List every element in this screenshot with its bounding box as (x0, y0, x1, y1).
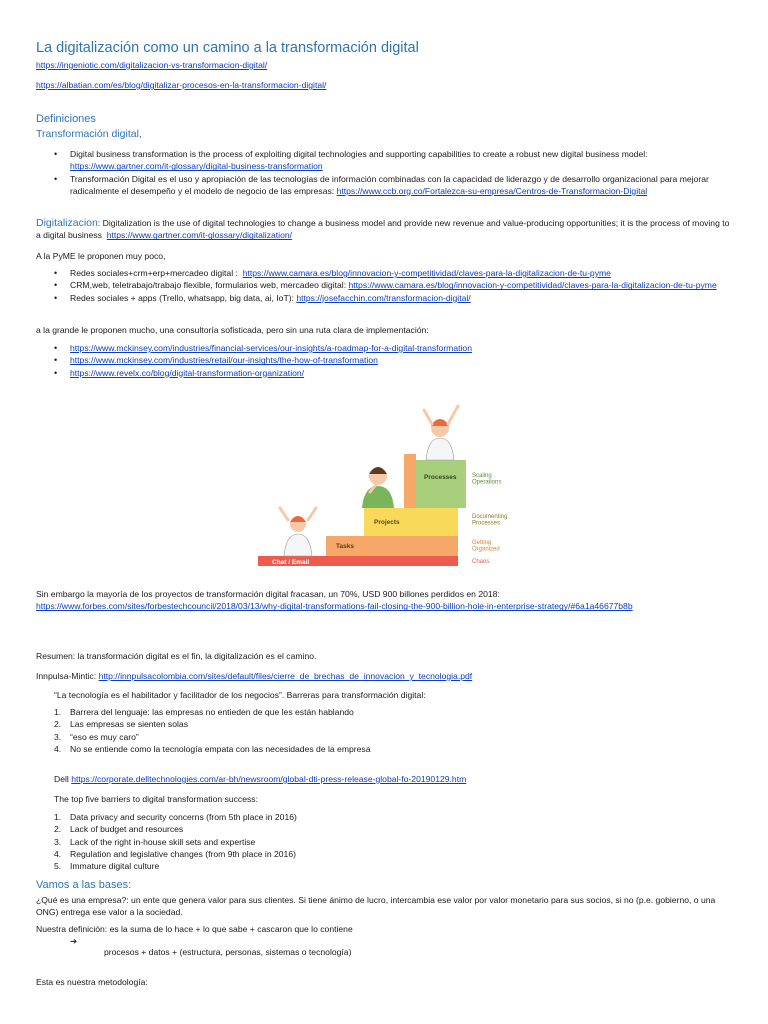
person-stressed (280, 508, 316, 556)
top-five-list (36, 811, 676, 872)
dell-line: Dell https://corporate.delltechnologies.com/ar-bh/newsroom/global-dti-press-release-global-fo-20190129.htm (54, 774, 467, 784)
innpulsa-line: Innpulsa-Mintic: http://innpulsacolombia.com/sites/default/files/cierre_de_brechas_de_innovacion_y_tecnologia.pdf (36, 671, 473, 681)
list-item: 2. Lack of budget and resources (54, 824, 184, 835)
resumen-text: Resumen: la transformación digital es el fin, la digitalización es el camino. (36, 651, 317, 661)
list-item: 3. Lack of the right in-house skill sets and expertise (54, 836, 256, 847)
step-label-projects: Projects (374, 519, 400, 526)
list-item: • Transformación Digital es el uso y apropiación de las tecnologías de información combinadas con la capacidad de liderazgo y de desarrollo organizacional para mejorar radicalmente el desempeño y el modelo de negocio de las empresas: https://www.ccb.org.co/Fortalezca-su-empresa/Centros-de-Transformacion-Digital (36, 173, 742, 198)
side-label-scaling: Scaling Operations (472, 473, 502, 486)
barreras-list (36, 706, 676, 755)
side-label-documenting: Documenting Processes (472, 514, 508, 527)
digitalizacion-label: Digitalizacion (36, 217, 98, 229)
list-item: 4. No se entiende como la tecnología empata con las necesidades de la empresa (54, 743, 371, 754)
pyme-intro: A la PyME le proponen muy poco, (36, 251, 166, 261)
ingeniotic-link[interactable]: https://ingeniotic.com/digitalizacion-vs-transformacion-digital/ (36, 60, 268, 70)
gartner-dbt-link[interactable]: https://www.gartner.com/it-glossary/digital-business-transformation (70, 161, 323, 172)
innpulsa-link[interactable]: http://innpulsacolombia.com/sites/default/files/cierre_de_brechas_de_innovacion_y_tecnologia.pdf (98, 671, 473, 681)
list-item: 2. Las empresas se sienten solas (54, 719, 188, 730)
sin-embargo-paragraph: Sin embargo la mayoría de los proyectos de transformación digital fracasan, un 70%, USD 900 billones perdidos en 2018: https://www.forbes.com/sites/forbestechcouncil/2018/03/13/why-digital-transformations-fail-closing-the-900-billion-hole-in-enterprise-strategy/#6a1a46677b8b (36, 589, 633, 612)
albatian-link[interactable]: https://albatian.com/es/blog/digitalizar-procesos-en-la-transformacion-digital/ (36, 80, 327, 90)
arrow-icon: ➔ (70, 936, 78, 946)
document-title: La digitalización como un camino a la transformación digital (36, 40, 419, 56)
list-item: 1. Barrera del lenguaje: las empresas no entieden de que les están hablando (54, 707, 354, 717)
list-item (36, 354, 736, 366)
side-label-getting: Getting Organized (472, 540, 500, 553)
list-item: 3. “eso es muy caro” (54, 731, 139, 742)
list-item: • Digital business transformation is the process of exploiting digital technologies and supporting capabilities to create a robust new digital business model: https://www.gartner.com/it-glossary/digital-business-transformation (36, 148, 742, 173)
bases-heading: Vamos a las bases: (36, 879, 132, 891)
transformacion-subheading: Transformación digital, (36, 128, 142, 140)
staircase-illustration (250, 382, 550, 570)
dell-link[interactable]: https://corporate.delltechnologies.com/ar-bh/newsroom/global-dti-press-release-global-fo-20190129.htm (71, 774, 467, 784)
definiciones-list (36, 148, 742, 197)
pyme-list (36, 267, 736, 304)
bases-paragraph: ¿Qué es una empresa?: un ente que genera valor para sus clientes. Si tiene ánimo de lucro, intercambia ese valor por valor monetario para sus socios, si no (p.e. gobierno, o una ONG) entrega ese valor a la sociedad. (36, 895, 716, 918)
definicion-text: Nuestra definición: es la suma de lo hace + lo que sabe + cascaron que lo contiene (36, 924, 353, 934)
grande-list (36, 342, 736, 379)
top-five-intro: The top five barriers to digital transformation success: (54, 794, 258, 804)
metodologia-text: Esta es nuestra metodología: (36, 977, 148, 987)
quote-text: “La tecnología es el habilitador y facilitador de los negocios”. Barreras para transformación digital: (54, 690, 426, 700)
forbes-link[interactable]: https://www.forbes.com/sites/forbestechcouncil/2018/03/13/why-digital-transformations-fail-closing-the-900-billion-hole-in-enterprise-strategy/#6a1a46677b8b (36, 601, 633, 612)
list-item: • Redes sociales + apps (Trello, whatsapp, big data, ai, IoT): https://josefacchin.com/transformacion-digital/ (36, 292, 736, 304)
list-item: 5. Immature digital culture (54, 861, 160, 872)
grande-intro: a la grande le proponen mucho, una consultoría sofisticada, pero sin una ruta clara de implementación: (36, 325, 429, 335)
side-label-chaos: Chaos (472, 559, 490, 565)
mckinsey-retail-link[interactable]: https://www.mckinsey.com/industries/retail/our-insights/the-how-of-transformation (70, 355, 378, 366)
digitalizacion-paragraph: Digitalizacion: Digitalization is the use of digital technologies to change a business model and provide new revenue and value-producing opportunities; it is the process of moving to a digital business https://www.gartner.com/it-glossary/digitalization/ (36, 217, 730, 241)
revelx-link[interactable]: https://www.revelx.co/blog/digital-transformation-organization/ (70, 367, 305, 378)
list-item: • CRM,web, teletrabajo/trabajo flexible, formularios web, mercadeo digital: https://www.camara.es/blog/innovacion-y-competitividad/claves-para-la-digitalizacion-de-tu-pyme (36, 279, 736, 291)
step-processes (416, 460, 466, 508)
camara-link-1[interactable]: https://www.camara.es/blog/innovacion-y-competitividad/claves-para-la-digitalizacion-de-tu-pyme (242, 268, 611, 278)
step-label-chat: Chat / Email (272, 559, 310, 566)
list-item: 4. Regulation and legislative changes (from 9th place in 2016) (54, 848, 296, 859)
camara-link-2[interactable]: https://www.camara.es/blog/innovacion-y-competitividad/claves-para-la-digitalizacion-de-tu-pyme (348, 280, 717, 291)
formula-text: procesos + datos + (estructura, personas, sistemas o tecnología) (104, 947, 352, 957)
gartner-digitalization-link[interactable]: https://www.gartner.com/it-glossary/digitalization/ (106, 230, 293, 241)
list-item: • Redes sociales+crm+erp+mercadeo digital : https://www.camara.es/blog/innovacion-y-competitividad/claves-para-la-digitalizacion-de-tu-pyme (36, 267, 736, 279)
ccb-link[interactable]: https://www.ccb.org.co/Fortalezca-su-empresa/Centros-de-Transformacion-Digital (336, 185, 648, 196)
step-label-tasks: Tasks (336, 543, 354, 550)
step-label-processes: Processes (424, 474, 457, 481)
list-item: 1. Data privacy and security concerns (from 5th place in 2016) (54, 812, 297, 822)
person-thinking (362, 467, 394, 508)
josefacchin-link[interactable]: https://josefacchin.com/transformacion-digital/ (296, 292, 471, 303)
list-item (36, 342, 736, 354)
definiciones-heading: Definiciones (36, 113, 96, 125)
list-item (36, 367, 736, 379)
mckinsey-roadmap-link[interactable]: https://www.mckinsey.com/industries/financial-services/our-insights/a-roadmap-for-a-digital-transformation (70, 343, 472, 353)
